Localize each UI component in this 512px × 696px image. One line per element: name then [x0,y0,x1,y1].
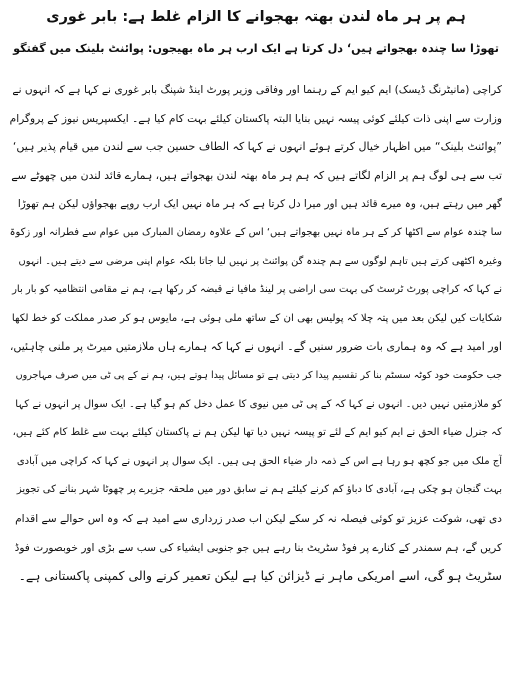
article-line: آج ملک میں جو کچھ ہو رہا ہے اس کے ذمہ دار ضیاء الحق ہی ہیں۔ ایک سوال پر انہوں نے کہا کہ کراچی میں آبادی [16,455,502,467]
article-line: وزارت سے اپنی ذات کیلئے کوئی پیسہ نہیں بنایا البتہ پاکستان کیلئے بہت کام کیا ہے۔ ایکسپریس نیوز کے پروگرام [10,112,502,125]
article-line: کو ملازمتیں نہیں دیں۔ انہوں نے کہا کہ کے پی ٹی میں نیوی کا عمل دخل کم ہو گیا ہے۔ ایک سوال پر انہوں نے کہا [15,398,502,410]
article-line: کراچی (مانیٹرنگ ڈیسک) ایم کیو ایم کے رہنما اور وفاقی وزیر پورٹ اینڈ شپنگ بابر غوری نے کہا ہے کہ انہوں نے [12,84,502,96]
article-line: کریں گے، ہم سمندر کے کنارے پر فوڈ سٹریٹ بنا رہے ہیں جو جنوبی ایشیاء کی سب سے بڑی اور خوبصورت فوڈ [14,541,502,554]
article-line: اور امید ہے کہ وہ ہماری بات ضرور سنیں گے۔ انہوں نے کہا کہ ہمارے ہاں ملازمتیں میرٹ پر ملنی چاہئیں، [10,340,502,354]
subheadline: تھوڑا سا چندہ بھجواتے ہیں‘ دل کرتا ہے ایک ارب ہر ماہ بھیجوں: پوائنٹ بلینک میں گفتگو [13,42,499,55]
article-line: ”پوائنٹ بلینک“ میں اظہار خیال کرتے ہوئے انہوں نے کہا کہ الطاف حسین جب سے لندن میں قیام پذیر ہیں‘ [12,140,502,154]
article-line: دی تھی، شوکت عزیز تو کوئی فیصلہ نہ کر سکے لیکن اب صدر زرداری سے امید ہے کہ وہ اس حوالے سے اقدام [15,512,502,525]
article-line: بہت گنجان ہو چکی ہے، آبادی کا دباؤ کم کرنے کیلئے ہم نے سابق دور میں ملحقہ جزیرے پر چھوٹا شہر بنانے کی تجویز [16,484,502,496]
article-line: نے کہا کہ کراچی پورٹ ٹرسٹ کی بہت سی اراضی پر لینڈ مافیا نے قبضہ کر رکھا ہے، ہم نے مقامی انتظامیہ کو بار بار [12,284,502,296]
article-line: وغیرہ اکٹھی کرتے ہیں تاہم لوگوں سے ہم چندہ گن پوائنٹ پر نہیں لیا جاتا بلکہ عوام اپنی مرضی سے دیتے ہیں۔ انہوں [18,255,502,267]
headline: ہم پر ہر ماہ لندن بھتہ بھجوانے کا الزام غلط ہے: بابر غوری [46,9,466,25]
article-body [10,76,502,591]
article-line: سٹریٹ ہو گی، اسے امریکی ماہر نے ڈیزائن کیا ہے لیکن تعمیر کرنے والی کمپنی پاکستانی ہے۔ [18,568,502,584]
article-line: کہ جنرل ضیاء الحق نے ایم کیو ایم کے لئے تو پیسہ نہیں دیا تھا لیکن ہم نے پاکستان کیلئے بہت سے غلط کام کئے ہیں، [12,427,502,439]
article-line: تب سے ہی لوگ ہم پر الزام لگاتے ہیں کہ ہم ہر ماہ بھتہ لندن بھجواتے ہیں، ہمارے قائد لندن میں چھوٹے سے [11,168,502,182]
article-line: جب حکومت خود کوٹہ سسٹم بنا کر تقسیم پیدا کر دیتی ہے تو مسائل پیدا ہوتے ہیں، ہم نے کے پی ٹی میں صرف مہاجروں [15,369,502,381]
article-line: گھر میں رہتے ہیں، وہ میرے قائد ہیں اور میرا دل کرتا ہے کہ ہر ماہ نہیں ایک ارب روپے بھجواؤں لیکن ہم تھوڑا [17,198,502,211]
article-line: سا چندہ عوام سے اکٹھا کر کے ہر ماہ نہیں بھجواتے ہیں‘ اس کے علاوہ رمضان المبارک میں عوام سے فطرانہ اور زکوۃ [10,226,502,238]
article-line: شکایات کیں لیکن بعد میں پتہ چلا کہ پولیس بھی ان کے ساتھ ملی ہوئی ہے، مایوس ہو کر صدر مملکت کو خط لکھا [11,312,502,324]
